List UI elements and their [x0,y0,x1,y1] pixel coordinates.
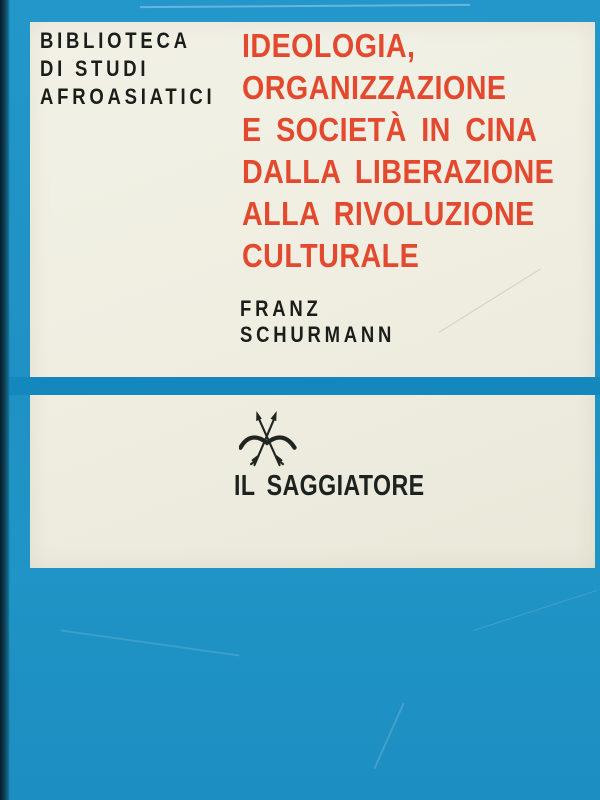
publisher-name-line: IL SAGGIATORE [234,470,425,502]
title-line: E SOCIETÀ IN CINA [242,111,538,148]
scratch-texture [473,590,597,631]
author-name [240,296,425,348]
title-line: CULTURALE [242,237,420,274]
title-line: IDEOLOGIA, [242,27,416,64]
publisher-name [234,471,472,501]
scratch-texture [61,629,240,656]
title-line: ALLA RIVOLUZIONE [242,195,535,232]
title-line: DALLA LIBERAZIONE [242,153,555,190]
author-line: SCHURMANN [240,322,396,347]
series-title [40,27,249,111]
blue-band [0,377,600,395]
series-line: AFROASIATICI [40,84,216,109]
photo-left-dark-edge [0,0,10,800]
author-line: FRANZ [240,296,322,321]
bow-and-arrows-icon [239,406,297,472]
scratch-texture [373,703,404,770]
book-title [242,25,600,277]
series-line: DI STUDI [40,56,150,81]
scratch-texture [140,4,470,8]
title-line: ORGANIZZAZIONE [242,69,507,106]
series-line: BIBLIOTECA [40,28,191,53]
